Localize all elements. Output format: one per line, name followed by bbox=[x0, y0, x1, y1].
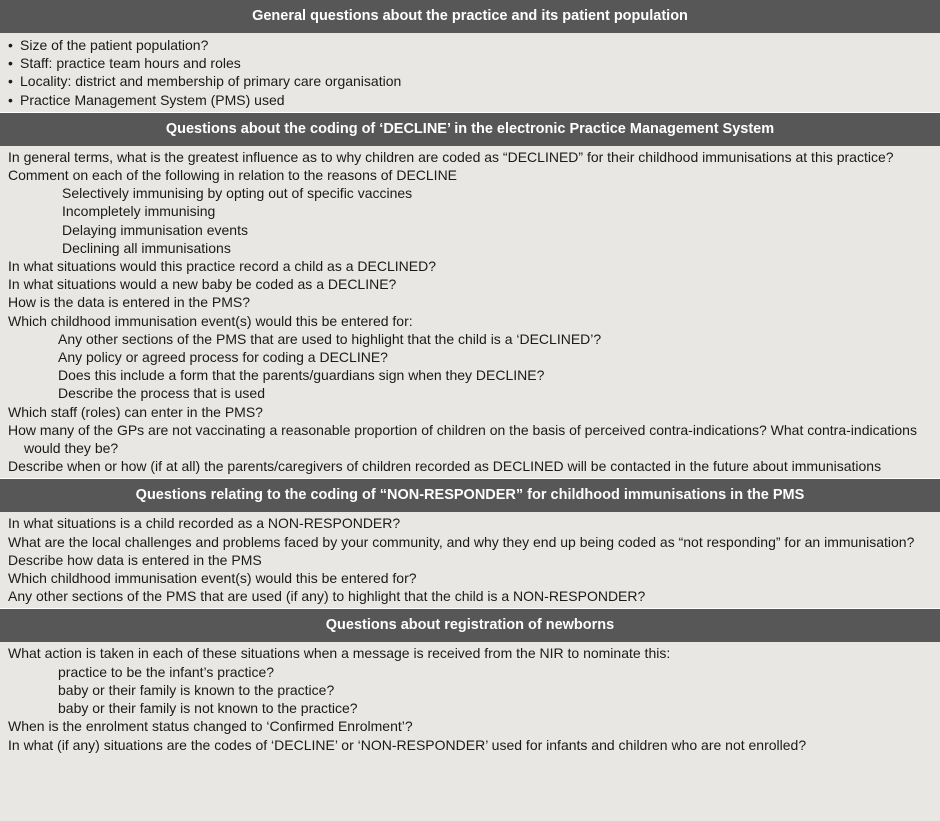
question-line: How many of the GPs are not vaccinating a reasonable proportion of children on the basis of perceived contra-indications? What contra-indications would they be? bbox=[8, 421, 917, 457]
question-line: Describe when or how (if at all) the parents/caregivers of children recorded as DECLINED will be contacted in the future about immunisations bbox=[8, 458, 882, 475]
sub-item: Does this include a form that the parents/guardians sign when they DECLINE? bbox=[58, 367, 545, 384]
section-header-practice: General questions about the practice and its patient population bbox=[0, 0, 940, 33]
list-item: • Size of the patient population? bbox=[8, 36, 932, 54]
sub-item: baby or their family is known to the practice? bbox=[58, 681, 335, 698]
sub-item: Declining all immunisations bbox=[62, 239, 231, 256]
question-line: Which childhood immunisation event(s) would this be entered for? bbox=[8, 570, 417, 587]
list-item: • Practice Management System (PMS) used bbox=[8, 91, 932, 109]
question-line: What are the local challenges and problems faced by your community, and why they end up being coded as “not responding” for an immunisation? bbox=[8, 533, 915, 550]
question-line: Comment on each of the following in relation to the reasons of DECLINE bbox=[8, 167, 458, 184]
question-line: What action is taken in each of these situations when a message is received from the NIR to nominate this: bbox=[8, 645, 671, 662]
section-body-newborns bbox=[0, 642, 940, 756]
section-header-decline: Questions about the coding of ‘DECLINE’ in the electronic Practice Management System bbox=[0, 112, 940, 146]
question-line: Any other sections of the PMS that are used (if any) to highlight that the child is a NON-RESPONDER? bbox=[8, 588, 646, 605]
question-line: Describe how data is entered in the PMS bbox=[8, 551, 262, 568]
question-line: How is the data is entered in the PMS? bbox=[8, 294, 251, 311]
question-line: Which staff (roles) can enter in the PMS? bbox=[8, 403, 263, 420]
question-line: In what situations is a child recorded as a NON-RESPONDER? bbox=[8, 515, 401, 532]
question-line: When is the enrolment status changed to ‘Confirmed Enrolment’? bbox=[8, 718, 413, 735]
list-item: • Staff: practice team hours and roles bbox=[8, 54, 932, 72]
section-header-newborns: Questions about registration of newborns bbox=[0, 608, 940, 642]
sub-item: Incompletely immunising bbox=[62, 203, 216, 220]
question-line: In general terms, what is the greatest influence as to why children are coded as “DECLINED” for their childhood immunisations at this practice? bbox=[8, 148, 894, 165]
section-body-non-responder bbox=[0, 512, 940, 608]
sub-item: Any other sections of the PMS that are used to highlight that the child is a ‘DECLINED’? bbox=[58, 330, 602, 347]
question-line: In what situations would a new baby be coded as a DECLINE? bbox=[8, 276, 397, 293]
question-line: In what (if any) situations are the codes of ‘DECLINE’ or ‘NON-RESPONDER’ used for infants and children who are not enrolled? bbox=[8, 736, 807, 753]
sub-item: Any policy or agreed process for coding a DECLINE? bbox=[58, 349, 388, 366]
sub-item: baby or their family is not known to the practice? bbox=[58, 700, 358, 717]
question-line: Which childhood immunisation event(s) would this be entered for: bbox=[8, 312, 413, 329]
sub-item: Describe the process that is used bbox=[58, 385, 265, 402]
section-header-non-responder: Questions relating to the coding of “NON-RESPONDER” for childhood immunisations in the PMS bbox=[0, 478, 940, 512]
sub-item: Delaying immunisation events bbox=[62, 221, 248, 238]
question-line: In what situations would this practice record a child as a DECLINED? bbox=[8, 258, 436, 275]
section-body-decline bbox=[0, 146, 940, 479]
sub-item: Selectively immunising by opting out of specific vaccines bbox=[62, 185, 413, 202]
list-item: • Locality: district and membership of primary care organisation bbox=[8, 72, 932, 90]
sub-item: practice to be the infant’s practice? bbox=[58, 663, 275, 680]
section-body-practice bbox=[0, 33, 940, 112]
